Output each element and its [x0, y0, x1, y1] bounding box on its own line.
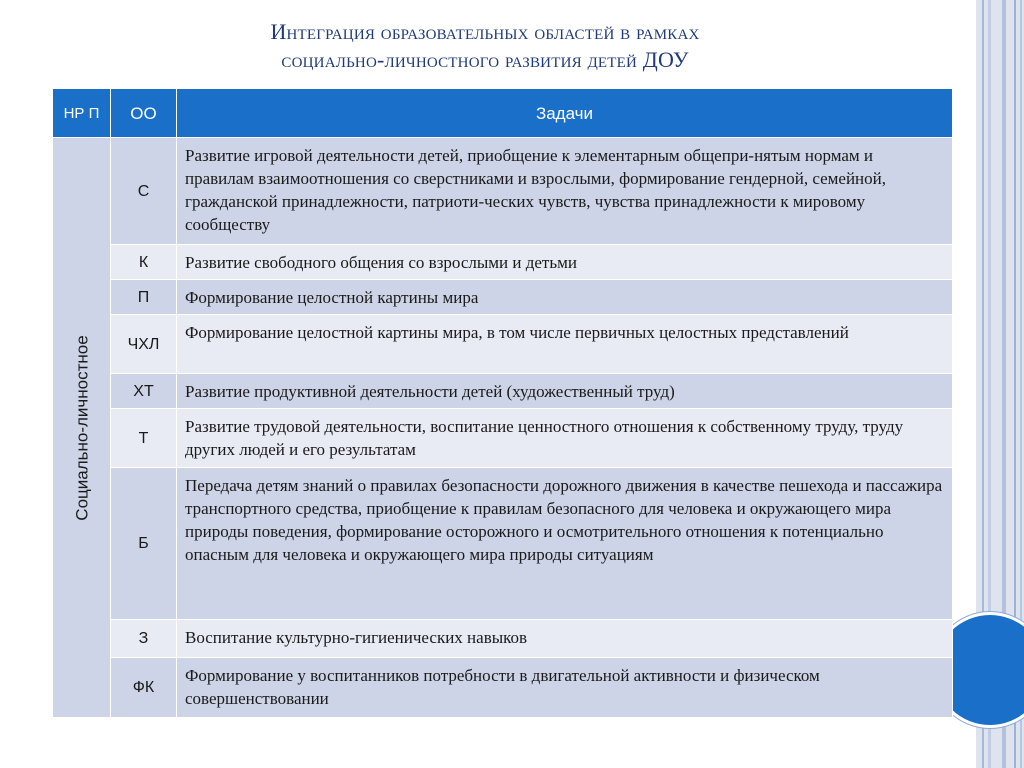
task-cell: Развитие трудовой деятельности, воспитание ценностного отношения к собственному труду, труду других людей и его результатам: [177, 409, 953, 468]
task-cell: Формирование у воспитанников потребности в двигательной активности и физическом совершенствовании: [177, 658, 953, 718]
table-row: [53, 315, 953, 374]
table-row: [53, 280, 953, 315]
table-row: [53, 468, 953, 620]
table-row: [53, 658, 953, 718]
task-cell: Развитие игровой деятельности детей, приобщение к элементарным общепри-нятым нормам и правилам взаимоотношения со сверстниками и взрослыми, формирование гендерной, семейной, гражданской принадлежности, патриоти-ческих чувств, чувства принадлежности к мировому сообществу: [177, 138, 953, 245]
task-cell: Развитие свободного общения со взрослыми и детьми: [177, 245, 953, 280]
table-row: [53, 245, 953, 280]
oo-cell: З: [111, 620, 177, 658]
table-row: [53, 620, 953, 658]
area-cell: [53, 138, 111, 718]
integration-table: [52, 88, 952, 720]
header-nrp: НР П: [53, 89, 111, 138]
task-cell: Развитие продуктивной деятельности детей (художественный труд): [177, 374, 953, 409]
header-oo: ОО: [111, 89, 177, 138]
header-tasks: Задачи: [177, 89, 953, 138]
area-label: Социально-личностное: [72, 334, 91, 521]
oo-cell: ХТ: [111, 374, 177, 409]
table-row: [53, 409, 953, 468]
task-cell: Формирование целостной картины мира, в том числе первичных целостных представлений: [177, 315, 953, 374]
table: [52, 88, 953, 718]
table-row: [53, 138, 953, 245]
task-cell: Воспитание культурно-гигиенических навыков: [177, 620, 953, 658]
table-row: [53, 374, 953, 409]
oo-cell: С: [111, 138, 177, 245]
oo-cell: П: [111, 280, 177, 315]
oo-cell: К: [111, 245, 177, 280]
oo-cell: Т: [111, 409, 177, 468]
task-cell: Формирование целостной картины мира: [177, 280, 953, 315]
title-line-2: социально-личностного развития детей ДОУ: [281, 47, 689, 72]
oo-cell: Б: [111, 468, 177, 620]
title-line-1: Интеграция образовательных областей в рамках: [270, 19, 700, 44]
oo-cell: ЧХЛ: [111, 315, 177, 374]
oo-cell: ФК: [111, 658, 177, 718]
slide-title: [60, 18, 910, 74]
table-header-row: [53, 89, 953, 138]
task-cell: Передача детям знаний о правилах безопасности дорожного движения в качестве пешехода и пассажира транспортного средства, приобщение к правилам безопасного для человека и окружающего мира природы поведения, формирование осторожного и осмотрительного отношения к потенциально опасным для человека и окружающего мира природы ситуациям: [177, 468, 953, 620]
